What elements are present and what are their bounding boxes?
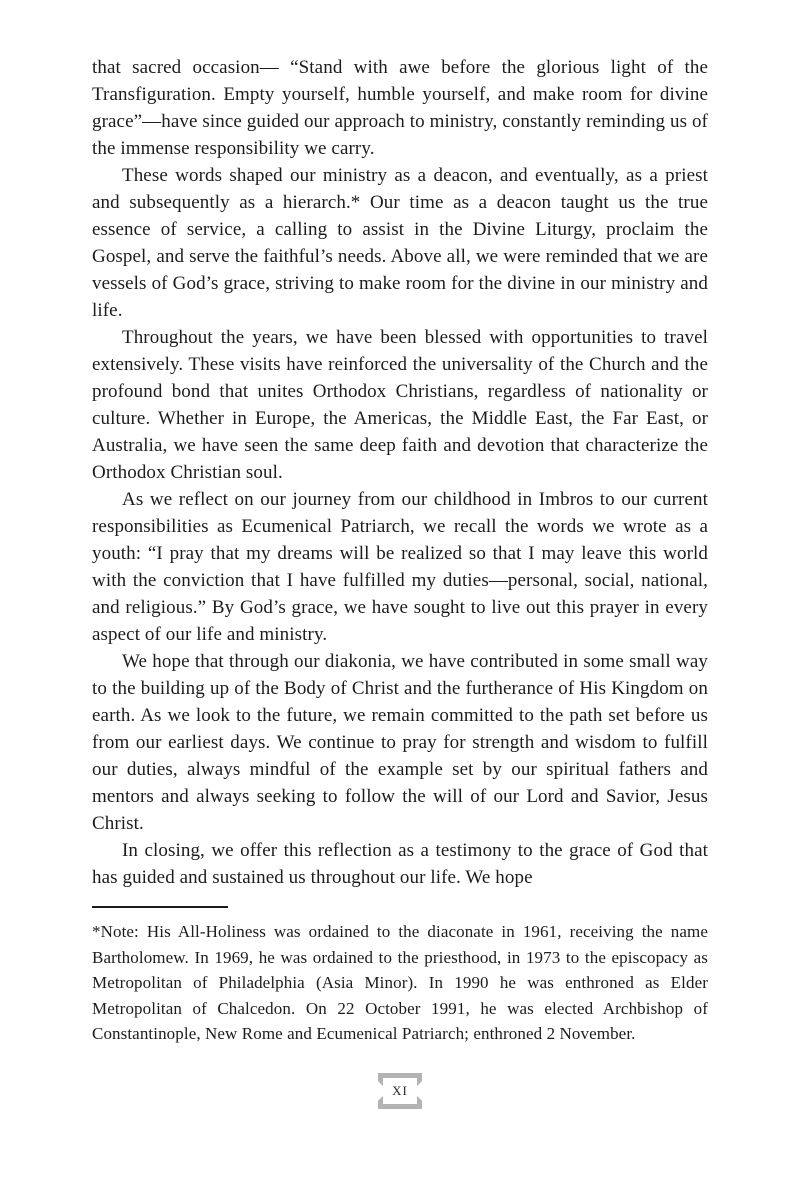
footnote-text: *Note: His All-Holiness was ordained to the diaconate in 1961, receiving the name Bartholomew. In 1969, he was ordained to the priesthood, in 1973 to the episcopacy as Metropolitan of Philadelphia (Asia Minor). In 1990 he was enthroned as Elder Metropolitan of Chalcedon. On 22 October 1991, he was elected Archbishop of Constantinople, New Rome and Ecumenical Patriarch; enthroned 2 November.	[92, 922, 708, 1043]
text-column	[92, 54, 708, 1047]
footnote-separator	[92, 906, 228, 908]
body-text	[92, 54, 708, 891]
page-number-ornament	[378, 1073, 422, 1109]
paragraph: Throughout the years, we have been blessed with opportunities to travel extensively. These visits have reinforced the universality of the Church and the profound bond that unites Orthodox Christians, regardless of nationality or culture. Whether in Europe, the Americas, the Middle East, the Far East, or Australia, we have seen the same deep faith and devotion that characterize the Orthodox Christian soul.	[92, 327, 708, 483]
paragraph: We hope that through our diakonia, we have contributed in some small way to the building up of the Body of Christ and the furtherance of His Kingdom on earth. As we look to the future, we remain committed to the path set before us from our earliest days. We continue to pray for strength and wisdom to fulfill our duties, always mindful of the example set by our spiritual fathers and mentors and always seeking to follow the will of our Lord and Savior, Jesus Christ.	[92, 651, 708, 834]
paragraph: In closing, we offer this reflection as a testimony to the grace of God that has guided and sustained us throughout our life. We hope	[92, 840, 708, 888]
paragraph: that sacred occasion— “Stand with awe before the glorious light of the Transfiguration. Empty yourself, humble yourself, and make room for divine grace”—have since guided our approach to ministry, constantly reminding us of the immense responsibility we carry.	[92, 57, 708, 159]
paragraph: As we reflect on our journey from our childhood in Imbros to our current responsibilities as Ecumenical Patriarch, we recall the words we wrote as a youth: “I pray that my dreams will be realized so that I may leave this world with the conviction that I have fulfilled my duties—personal, social, national, and religious.” By God’s grace, we have sought to live out this prayer in every aspect of our life and ministry.	[92, 489, 708, 645]
footnote	[92, 919, 708, 1047]
paragraph: These words shaped our ministry as a deacon, and eventually, as a priest and subsequently as a hierarch.* Our time as a deacon taught us the true essence of service, a calling to assist in the Divine Liturgy, proclaim the Gospel, and serve the faithful’s needs. Above all, we were reminded that we are vessels of God’s grace, striving to make room for the divine in our ministry and life.	[92, 165, 708, 321]
page-number: XI	[392, 1083, 408, 1098]
